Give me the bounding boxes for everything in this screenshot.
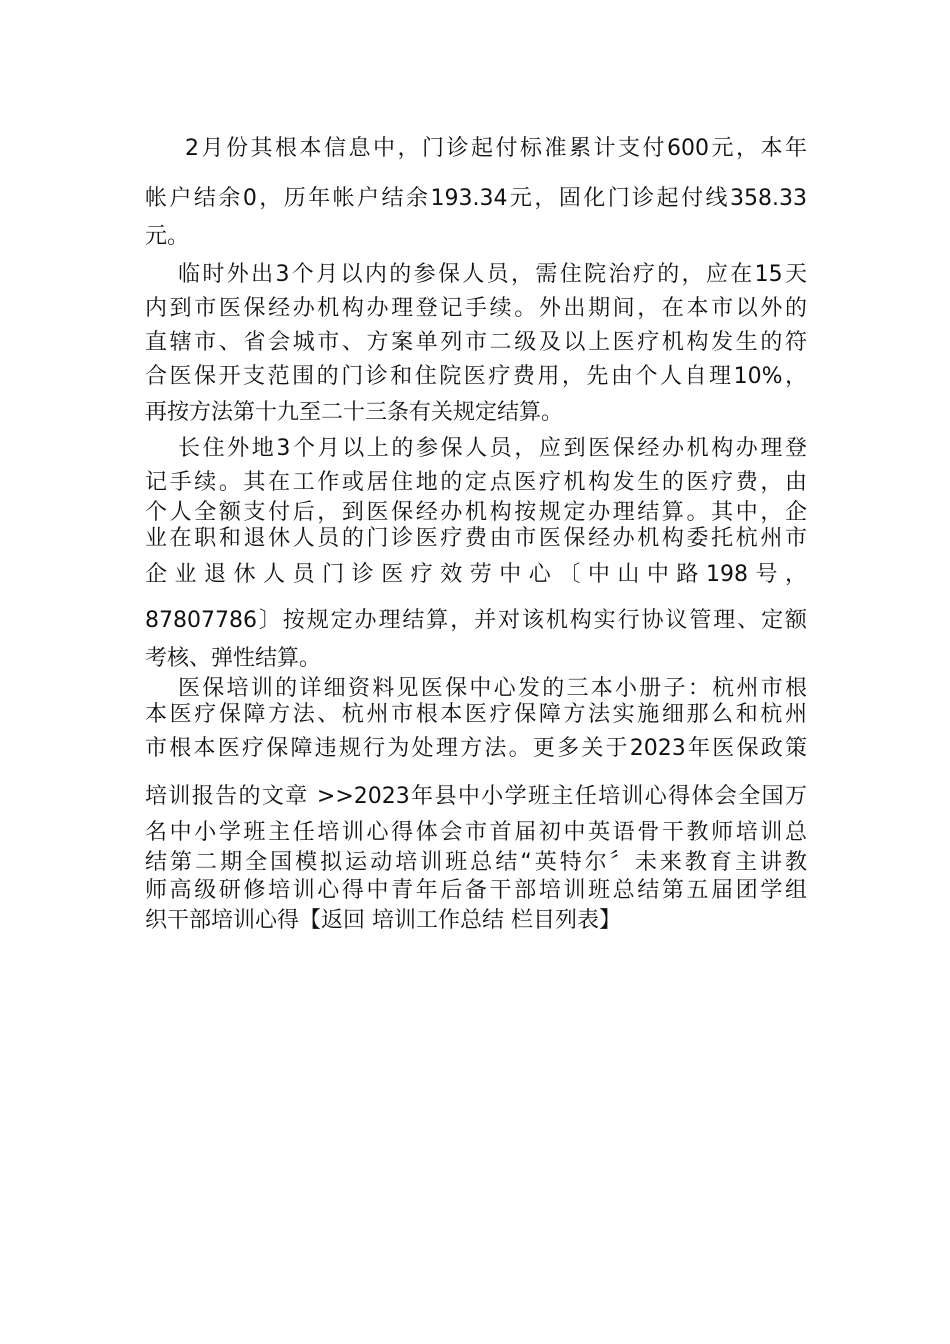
p1-line-3: 元。 bbox=[145, 224, 190, 249]
p4-line-2: 本医疗保障方法、杭州市根本医疗保障方法实施细那么和杭州 bbox=[145, 702, 807, 727]
p4-line-6: 结第二期全国模拟运动培训班总结“英特尔〞未来教育主讲教 bbox=[145, 850, 807, 875]
p2-line-1: 临时外出3个月以内的参保人员，需住院治疗的，应在15天 bbox=[178, 262, 807, 287]
p4-line-7: 师高级研修培训心得中青年后备干部培训班总结第五届团学组 bbox=[145, 878, 807, 903]
p2-line-4: 合医保开支范围的门诊和住院医疗费用，先由个人自理10%， bbox=[145, 364, 807, 389]
p2-line-2: 内到市医保经办机构办理登记手续。外出期间，在本市以外的 bbox=[145, 296, 807, 321]
p4-line-3: 市根本医疗保障违规行为处理方法。更多关于2023年医保政策 bbox=[145, 736, 807, 761]
p4-line-1: 医保培训的详细资料见医保中心发的三本小册子：杭州市根 bbox=[178, 676, 807, 701]
p3-line-5: 企业退休人员门诊医疗效劳中心〔中山中路198号， bbox=[145, 562, 807, 587]
p4-line-5: 名中小学班主任培训心得体会市首届初中英语骨干教师培训总 bbox=[145, 820, 807, 845]
p3-line-1: 长住外地3个月以上的参保人员，应到医保经办机构办理登 bbox=[178, 436, 807, 461]
p3-line-6: 87807786〕按规定办理结算，并对该机构实行协议管理、定额 bbox=[145, 608, 807, 633]
p2-line-3: 直辖市、省会城市、方案单列市二级及以上医疗机构发生的符 bbox=[145, 330, 807, 355]
p2-line-5: 再按方法第十九至二十三条有关规定结算。 bbox=[145, 400, 564, 425]
p3-line-2: 记手续。其在工作或居住地的定点医疗机构发生的医疗费，由 bbox=[145, 470, 807, 495]
p3-line-3: 个人全额支付后，到医保经办机构按规定办理结算。其中，企 bbox=[145, 500, 807, 525]
p1-line-1: 2月份其根本信息中，门诊起付标准累计支付600元，本年 bbox=[185, 136, 807, 161]
p1-line-2: 帐户结余0，历年帐户结余193.34元，固化门诊起付线358.33 bbox=[145, 186, 807, 211]
p4-line-8: 织干部培训心得【返回 培训工作总结 栏目列表】 bbox=[145, 908, 621, 933]
p3-line-4: 业在职和退休人员的门诊医疗费由市医保经办机构委托杭州市 bbox=[145, 526, 807, 551]
p3-line-7: 考核、弹性结算。 bbox=[145, 646, 322, 671]
p4-line-4: 培训报告的文章 >>2023年县中小学班主任培训心得体会全国万 bbox=[145, 784, 807, 809]
